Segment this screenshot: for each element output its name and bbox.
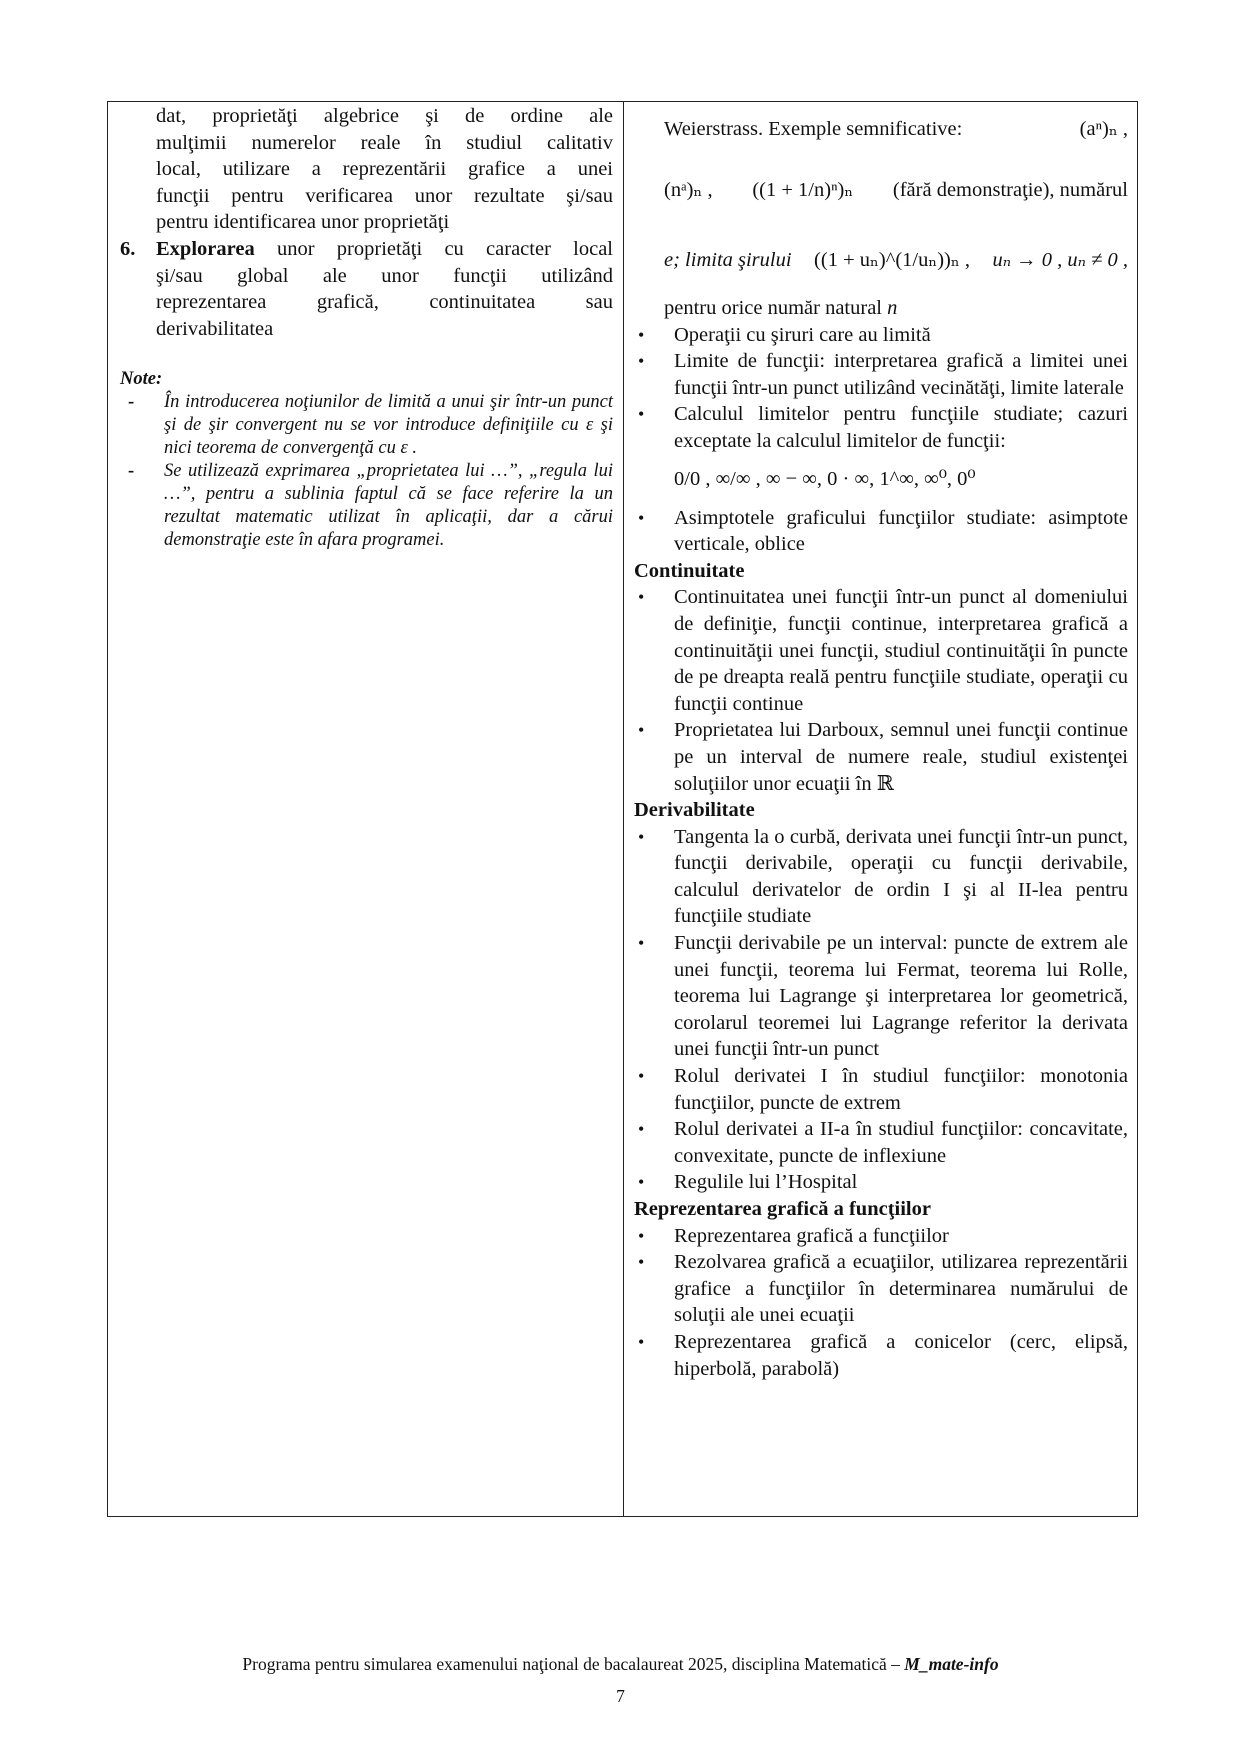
pentru-orice: pentru orice număr natural [664, 297, 883, 319]
bullet-icon: • [638, 1331, 645, 1352]
bullet-text: Asimptotele graficului funcţiilor studiate: asimptote verticale, oblice [674, 506, 1128, 556]
footer-bold: M_mate-info [904, 1654, 999, 1674]
fara-demonstratie: (fără demonstraţie), numărul [892, 178, 1128, 201]
cont-line: local, utilizare a reprezentării grafice a unei [156, 158, 613, 181]
page-footer [0, 1654, 1241, 1675]
bullet-text: Funcţii derivabile pe un interval: puncte de extrem ale unei funcţii, teorema lui Fermat, teorema lui Rolle, teorema lui Lagrange şi interpretarea lor geometrică, corolarul teoremei lui Lagrange referitor la derivata unei funcţii într-un punct [674, 932, 1128, 1061]
bullet-icon: • [638, 351, 645, 372]
bullet-icon: • [638, 1172, 645, 1193]
bullet-item [634, 930, 1128, 1063]
item-6 [120, 236, 613, 342]
section-reprezentare: Reprezentarea grafică a funcţiilor [634, 1198, 931, 1220]
limit-line [634, 225, 1128, 295]
limit-expr: ((1 + uₙ)^(1/uₙ))ₙ , [814, 248, 970, 271]
cont-line: dat, proprietăţi algebrice şi de ordine ale [156, 105, 613, 127]
right-column [634, 103, 1128, 1382]
cont-line: funcţii pentru verificarea unor rezultate şi/sau [156, 184, 613, 207]
bullet-text: Reprezentarea grafică a funcţiilor [674, 1224, 949, 1247]
exceptions: 0/0 , ∞/∞ , ∞ − ∞, 0 · ∞, 1^∞, ∞⁰, 0⁰ [674, 468, 976, 491]
e-text: e; limita şirului [664, 248, 792, 271]
page-number: 7 [616, 1686, 625, 1706]
note-dash: - [128, 461, 135, 482]
bullet-item [634, 1063, 1128, 1116]
seq-line [634, 155, 1128, 225]
bullet-icon: • [638, 1225, 645, 1246]
seq-b: (nᵃ)ₙ , [664, 178, 713, 201]
bullet-item [634, 348, 1128, 401]
item-6-line4: derivabilitatea [156, 317, 274, 340]
cont-line-last: pentru identificarea unor proprietăţi [156, 211, 450, 234]
weierstrass-line [634, 103, 1128, 155]
bullet-item [634, 505, 1128, 558]
item-6-line1: unor proprietăţi cu caracter local [276, 237, 613, 260]
bullet-item [634, 322, 1128, 349]
bullet-text: Tangenta la o curbă, derivata unei funcţii într-un punct, funcţii derivabile, operaţii cu funcţii derivabile, calculul derivatelor de ordin I şi al II-lea pentru funcţiile studiate [674, 825, 1128, 928]
pentru-orice-line [634, 295, 1128, 322]
bullet-text: Limite de funcţii: interpretarea grafică a limitei unei funcţii într-un punct utilizând vecinătăţi, limite laterale [674, 350, 1128, 399]
item-6-line2: şi/sau global ale unor funcţii utilizând [156, 264, 613, 287]
note-2-text: Se utilizează exprimarea „proprietatea lui …”, „regula lui …”, pentru a sublinia faptul că se face referire la un rezultat matematic utilizat în aplicaţii, dar a cărui demonstraţie este în afara programei. [164, 461, 613, 551]
bullet-item [634, 1329, 1128, 1382]
note-dash: - [128, 392, 135, 413]
bullet-icon: • [638, 587, 645, 608]
bullet-text: Reprezentarea grafică a conicelor (cerc, elipsă, hiperbolă, parabolă) [674, 1330, 1128, 1380]
bullet-icon: • [638, 324, 645, 345]
bullet-text: Calculul limitelor pentru funcţiile studiate; cazuri exceptate la calculul limitelor de funcţii: [674, 403, 1128, 452]
bullet-item [634, 401, 1128, 504]
cont-line: mulţimii numerelor reale în studiul calitativ [156, 131, 613, 154]
left-column [120, 103, 613, 552]
notes-title: Note: [120, 369, 163, 390]
bullet-text: Proprietatea lui Darboux, semnul unei funcţii continue pe un interval de numere reale, studiul existenţei soluţiilor unor ecuaţii în ℝ [674, 719, 1128, 795]
notes [120, 368, 613, 552]
seq-a: (aⁿ)ₙ , [1079, 117, 1128, 140]
bullet-text: Rolul derivatei a II-a în studiul funcţiilor: concavitate, convexitate, puncte de inflexiune [674, 1118, 1128, 1167]
bullet-text: Operaţii cu şiruri care au limită [674, 323, 931, 346]
bullet-icon: • [638, 720, 645, 741]
bullet-item [634, 1249, 1128, 1329]
bullet-item [634, 1169, 1128, 1196]
footer-text: Programa pentru simularea examenului naţional de bacalaureat 2025, disciplina Matematică – [242, 1654, 900, 1674]
item-6-bold: Explorarea [156, 237, 255, 260]
bullet-icon: • [638, 933, 645, 954]
bullet-icon: • [638, 1066, 645, 1087]
note-2 [120, 460, 613, 552]
bullet-icon: • [638, 1252, 645, 1273]
note-1 [120, 391, 613, 460]
bullet-text: Continuitatea unei funcţii într-un punct al domeniului de definiţie, funcţii continue, interpretarea grafică a continuităţii unei funcţii, studiul continuităţii în puncte de pe dreapta reală pentru funcţiile studiate, operaţii cu funcţii continue [674, 586, 1128, 715]
item-6-number: 6. [120, 237, 136, 260]
bullet-item [634, 824, 1128, 930]
bullet-item [634, 584, 1128, 717]
section-derivabilitate: Derivabilitate [634, 799, 755, 822]
bullet-icon: • [638, 404, 645, 425]
note-1-text: În introducerea noţiunilor de limită a unui şir într-un punct şi de şir convergent nu se vor introduce definiţiile cu ε şi nici teorema de convergenţă cu ε . [164, 392, 613, 459]
seq-c: ((1 + 1/n)ⁿ)ₙ [752, 178, 854, 201]
bullet-text: Rezolvarea grafică a ecuaţiilor, utilizarea reprezentării grafice a funcţiilor în determinarea numărului de soluţii ale unei ecuaţii [674, 1251, 1128, 1327]
bullet-icon: • [638, 1119, 645, 1140]
item-6-line3: reprezentarea grafică, continuitatea sau [156, 291, 613, 314]
bullet-icon: • [638, 826, 645, 847]
weierstrass-text: Weierstrass. Exemple semnificative: [664, 117, 963, 140]
bullet-text: Rolul derivatei I în studiul funcţiilor: monotonia funcţiilor, puncte de extrem [674, 1065, 1128, 1114]
bullet-item [634, 1223, 1128, 1250]
limit-cond: uₙ → 0 , uₙ ≠ 0 , [992, 248, 1128, 271]
bullet-item [634, 717, 1128, 797]
bullet-item [634, 1116, 1128, 1169]
n-variable: n [887, 297, 898, 319]
section-continuitate: Continuitate [634, 559, 745, 582]
column-divider [623, 101, 624, 1517]
bullet-text: Regulile lui l’Hospital [674, 1171, 858, 1194]
bullet-icon: • [638, 507, 645, 528]
